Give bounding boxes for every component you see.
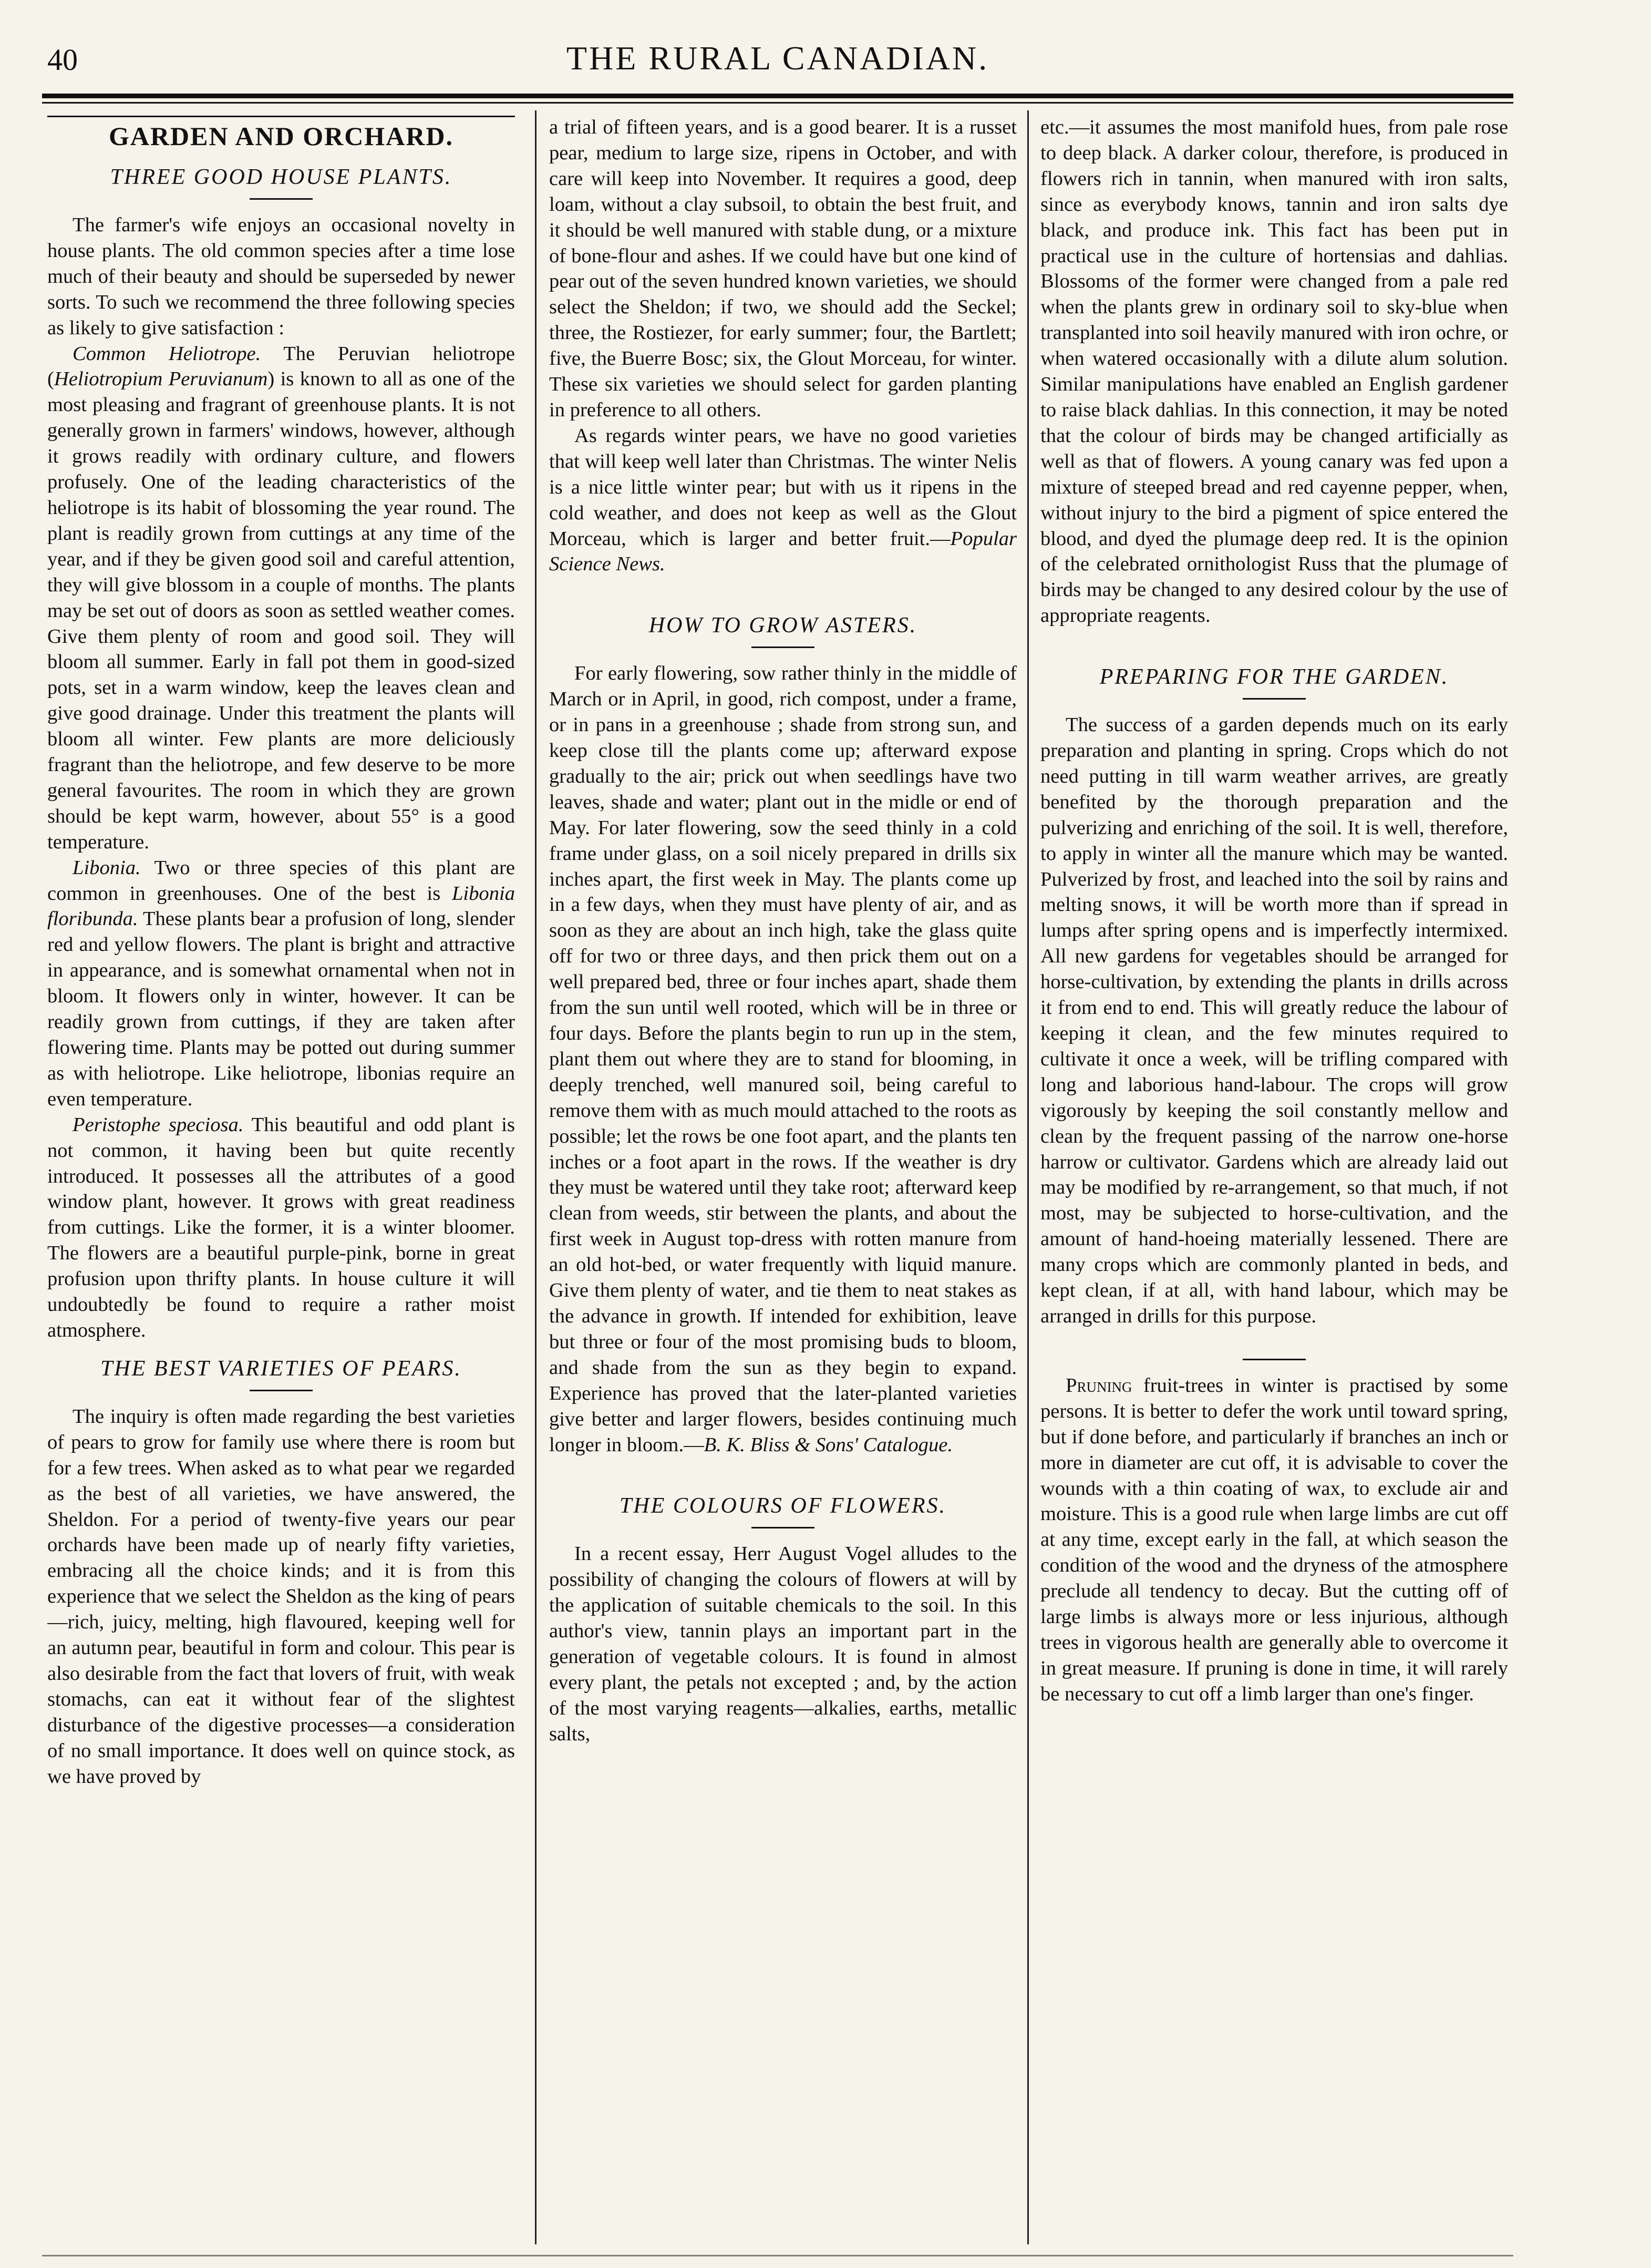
heading-rule bbox=[1243, 698, 1306, 700]
column-divider bbox=[1027, 110, 1029, 2244]
heading-rule bbox=[751, 646, 814, 648]
article-paragraph: Common Heliotrope. The Peruvian heliotrope (Heliotropium Peruvianum) is known to all as one of the most pleasing and fragrant of greenhouse plants. It is not generally grown in farmers' windows, however, although it grows readily with ordinary culture, and flowers profusely. One of the leading characteristics of the heliotrope is its habit of blossoming the year round. The plant is readily grown from cuttings at any time of the year, and if they be given good soil and careful attention, they will give blossom in a couple of months. The plants may be set out of doors as soon as settled weather comes. Give them plenty of room and good soil. They will bloom all summer. Early in fall pot them in good-sized pots, set in a warm window, keep the leaves clean and give good drainage. Under this treatment the plants will bloom all winter. Few plants are more deliciously fragrant than the heliotrope, and few deserve to be more general favourites. The room in which they are grown should be kept warm, however, about 55° is a good temperature. bbox=[47, 342, 515, 853]
column-right bbox=[1040, 115, 1508, 2238]
section-rule bbox=[1243, 1359, 1306, 1360]
article-paragraph: Peristophe speciosa. This beautiful and odd plant is not common, it having been but quite recently introduced. It possesses all the attributes of a good window plant, however. It grows with great readiness from cuttings. Like the former, it is a winter bloomer. The flowers are a beautiful purple-pink, borne in great profusion upon thrifty plants. In house culture it will undoubtedly be found to require a rather moist atmosphere. bbox=[47, 1113, 515, 1341]
column-left bbox=[47, 115, 515, 2238]
article-paragraph: The success of a garden depends much on its early preparation and planting in spring. Crops which do not need putting in till warm weather arrives, are greatly benefited by the thorough preparation and the pulverizing and enriching of the soil. It is well, therefore, to apply in winter all the manure which may be wanted. Pulverized by frost, and leached into the soil by rains and melting snows, it will be worth more than if spread in lumps after spring opens and is imperfectly intermixed. All new gardens for vegetables should be arranged for horse-cultivation, by extending the plants in drills across it from end to end. This will greatly reduce the labour of keeping it clean, and the few minutes required to cultivate it once a week, will be trifling compared with long and laborious hand-labour. The crops will grow vigorously by keeping the soil constantly mellow and clean by the frequent passing of the narrow one-horse harrow or cultivator. Gardens which are already laid out may be modified by re-arrangement, so that much, if not most, may be subjected to horse-cultivation, and the amount of hand-hoeing materially lessened. There are many crops which are commonly planted in beds, and kept clean, if at all, with hand labour, which may be arranged in drills for this purpose. bbox=[1040, 714, 1508, 1327]
column-divider bbox=[535, 110, 536, 2244]
heading-rule bbox=[250, 1390, 313, 1391]
article-paragraph: As regards winter pears, we have no good varieties that will keep well later than Christmas. The winter Nelis is a nice little winter pear; but with us it ripens in the cold weather, and does not keep as well as the Glout Morceau, which is larger and better fruit.—Popular Science News. bbox=[549, 424, 1017, 576]
footer-rule bbox=[42, 2255, 1513, 2256]
article-paragraph: The farmer's wife enjoys an occasional novelty in house plants. The old common species after a time lose much of their beauty and should be superseded by newer sorts. To such we recommend the three following species as likely to give satisfaction : bbox=[47, 214, 515, 339]
heading-rule bbox=[250, 198, 313, 200]
page-number: 40 bbox=[47, 43, 78, 77]
article-heading: HOW TO GROW ASTERS. bbox=[648, 613, 917, 638]
article-paragraph: The inquiry is often made regarding the best varieties of pears to grow for family use where there is room but for a few trees. When asked as to what pear we regarded as the best of all varieties, we have answered, the Sheldon. For a period of twenty-five years our pear orchards have been made up of nearly fifty varieties, embracing all the choice kinds; and it is from this experience that we select the Sheldon as the king of pears—rich, juicy, melting, high flavoured, keeping well for an autumn pear, beautiful in form and colour. This pear is also desirable from the fact that lovers of fruit, with weak stomachs, can eat it without fear of the slightest disturbance of the digestive processes—a consideration of no small importance. It does well on quince stock, as we have proved by bbox=[47, 1405, 515, 1788]
article-paragraph: etc.—it assumes the most manifold hues, from pale rose to deep black. A darker colour, therefore, is produced in flowers rich in tannin, when manured with iron salts, since as everybody knows, tannin and iron salts dye black, and produce ink. This fact has been put in practical use in the culture of hortensias and dahlias. Blossoms of the former were changed from a pale red when the plants grew in ordinary soil to sky-blue when transplanted into soil heavily manured with iron ochre, or when watered occasionally with a dilute alum solution. Similar manipulations have enabled an English gardener to raise black dahlias. In this connection, it may be noted that the colour of birds may be changed artificially as well as that of flowers. A young canary was fed upon a mixture of steeped bread and red cayenne pepper, when, without injury to the bird a pigment of spice entered the blood, and dyed the plumage deep red. It is the opinion of the celebrated ornithologist Russ that the plumage of birds may be changed to any desired colour by the use of appropriate reagents. bbox=[1040, 116, 1508, 627]
section-rule bbox=[47, 116, 515, 117]
article-heading: THE BEST VARIETIES OF PEARS. bbox=[100, 1356, 462, 1381]
newspaper-title: THE RURAL CANADIAN. bbox=[566, 39, 989, 77]
article-paragraph: In a recent essay, Herr August Vogel alludes to the possibility of changing the colours of flowers at will by the application of suitable chemicals to the soil. In this author's view, tannin plays an important part in the generation of vegetable colours. It is found in almost every plant, the petals not excepted ; and, by the action of the most varying reagents—alkalies, earths, metallic salts, bbox=[549, 1543, 1017, 1745]
article-heading: THREE GOOD HOUSE PLANTS. bbox=[110, 165, 452, 189]
article-paragraph: a trial of fifteen years, and is a good bearer. It is a russet pear, medium to large size, ripens in October, and with care will keep into November. It requires a good, deep loam, without a clay subsoil, to obtain the best fruit, and it should be well manured with stable dung, or a mixture of bone-flour and ashes. If we could have but one kind of pear out of the seven hundred known varieties, we should select the Sheldon; if two, we should add the Seckel; three, the Rostiezer, for early summer; four, the Bartlett; five, the Buerre Bosc; six, the Glout Morceau, for winter. These six varieties we should select for garden planting in preference to all others. bbox=[549, 116, 1017, 421]
section-title: GARDEN AND ORCHARD. bbox=[108, 121, 454, 151]
article-heading: PREPARING FOR THE GARDEN. bbox=[1099, 665, 1449, 690]
article-paragraph: Libonia. Two or three species of this plant are common in greenhouses. One of the best is Libonia floribunda. These plants bear a profusion of long, slender red and yellow flowers. The plant is bright and attractive in appearance, and is somewhat ornamental when not in bloom. It flowers only in winter, however. It can be readily grown from cuttings, if they are taken after flowering time. Plants may be potted out during summer as with heliotrope. Like heliotrope, libonias require an even temperature. bbox=[47, 856, 515, 1110]
column-middle bbox=[549, 115, 1017, 2238]
article-paragraph: For early flowering, sow rather thinly in the middle of March or in April, in good, rich compost, under a frame, or in pans in a greenhouse ; shade from strong sun, and keep close till the plants come up; afterward expose gradually to the air; prick out when seedlings have two leaves, shade and water; plant out in the midle or end of May. For later flowering, sow the seed thinly in a cold frame under glass, on a soil nicely prepared in drills six inches apart, the first week in May. The plants come up in a few days, when they must have plenty of air, and as soon as they are about an inch high, take the glass quite off for two or three days, and then prick them out on a well prepared bed, three or four inches apart, shade them from the sun until well rooted, which will be in three or four days. Before the plants begin to run up in the stem, plant them out where they are to stand for blooming, in deeply trenched, well manured soil, being careful to remove them with as much mould attached to the roots as possible; let the rows be one foot apart, and the plants ten inches or a foot apart in the rows. If the weather is dry they must be watered until they take root; afterward keep clean from weeds, stir between the plants, and about the first week in August top-dress with rotten manure from an old hot-bed, or water frequently with liquid manure. Give them plenty of water, and tie them to neat stakes as the advance in growth. If intended for exhibition, leave but three or four of the most promising buds to bloom, and shade from the sun as they begin to expand. Experience has proved that the later-planted varieties give better and larger flowers, besides continuing much longer in bloom.—B. K. Bliss & Sons' Catalogue. bbox=[549, 662, 1017, 1456]
header-rule-thick bbox=[42, 94, 1513, 98]
article-paragraph: Pruning fruit-trees in winter is practised by some persons. It is better to defer the work until toward spring, but if done before, and particularly if branches an inch or more in diameter are cut off, it is advisable to cover the wounds with a thin coating of wax, to exclude air and moisture. This is a good rule when large limbs are cut off at any time, except early in the fall, at which season the condition of the wood and the dryness of the atmosphere preclude all tendency to decay. But the cutting off of large limbs is always more or less injurious, although trees in vigorous health are generally able to overcome it in great measure. If pruning is done in time, it will rarely be necessary to cut off a limb larger than one's finger. bbox=[1040, 1374, 1508, 1705]
page-header bbox=[42, 32, 1513, 89]
header-rule-thin bbox=[42, 102, 1513, 104]
article-heading: THE COLOURS OF FLOWERS. bbox=[620, 1494, 946, 1518]
heading-rule bbox=[751, 1527, 814, 1528]
